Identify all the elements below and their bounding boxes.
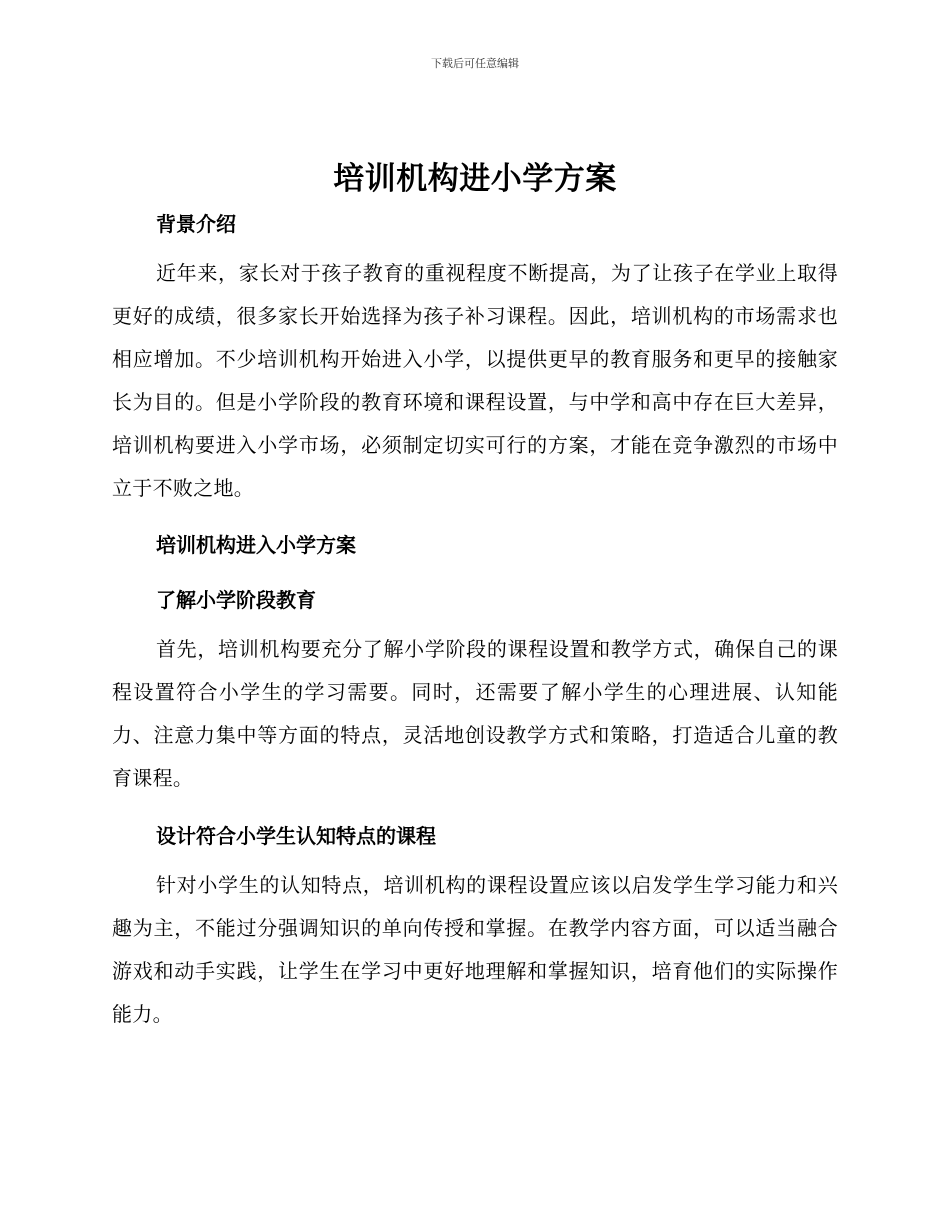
document-title: 培训机构进小学方案 [333, 161, 617, 197]
paragraph-understand-education: 首先，培训机构要充分了解小学阶段的课程设置和教学方式，确保自己的课程设置符合小学生的学习需要。同时，还需要了解小学生的心理进展、认知能力、注意力集中等方面的特点，灵活地创设教学方式和策略，打造适合儿童的教育课程。 [112, 637, 838, 790]
section-heading-design-courses: 设计符合小学生认知特点的课程 [156, 824, 436, 848]
paragraph-design-courses: 针对小学生的认知特点，培训机构的课程设置应该以启发学生学习能力和兴趣为主，不能过分强调知识的单向传授和掌握。在教学内容方面，可以适当融合游戏和动手实践，让学生在学习中更好地理解和掌握知识，培育他们的实际操作能力。 [112, 873, 838, 1026]
section-heading-background: 背景介绍 [156, 212, 236, 236]
section-heading-understand-education: 了解小学阶段教育 [156, 588, 316, 612]
page-header-note: 下载后可任意编辑 [431, 57, 519, 70]
section-heading-plan: 培训机构进入小学方案 [156, 533, 356, 557]
paragraph-background: 近年来，家长对于孩子教育的重视程度不断提高，为了让孩子在学业上取得更好的成绩，很多家长开始选择为孩子补习课程。因此，培训机构的市场需求也相应增加。不少培训机构开始进入小学，以提供更早的教育服务和更早的接触家长为目的。但是小学阶段的教育环境和课程设置，与中学和高中存在巨大差异，培训机构要进入小学市场，必须制定切实可行的方案，才能在竞争激烈的市场中立于不败之地。 [112, 261, 838, 500]
